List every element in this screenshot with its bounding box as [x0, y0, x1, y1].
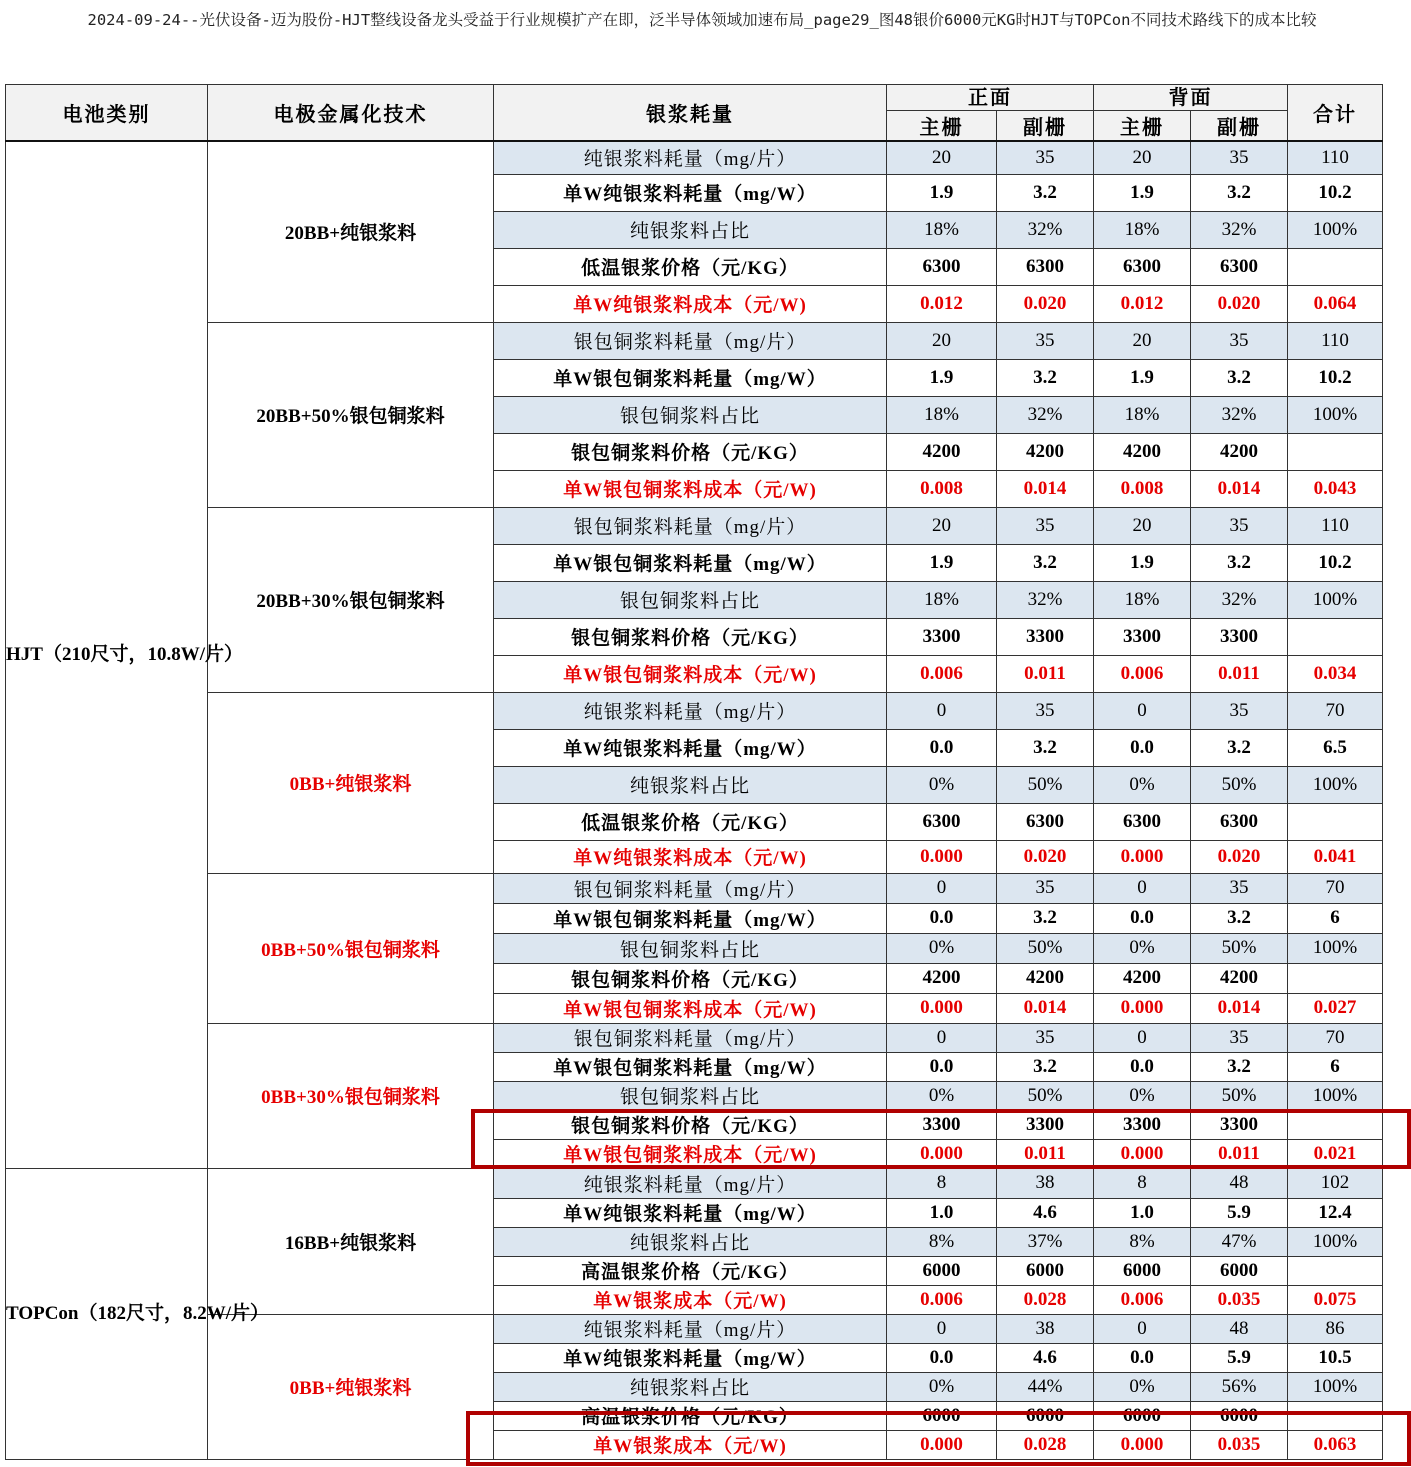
- back-main-cell: 0.008: [1094, 470, 1191, 507]
- back-sub-cell: 50%: [1191, 933, 1288, 963]
- item-cell: 纯银浆料耗量（mg/片）: [494, 1168, 887, 1198]
- back-main-cell: 0: [1094, 692, 1191, 729]
- total-cell: 100%: [1288, 581, 1383, 618]
- table-row: [6, 873, 1383, 903]
- front-main-cell: 6000: [887, 1256, 997, 1285]
- back-main-cell: 0: [1094, 873, 1191, 903]
- front-sub-cell: 35: [997, 141, 1094, 174]
- front-sub-cell: 35: [997, 507, 1094, 544]
- front-sub-cell: 0.020: [997, 285, 1094, 322]
- back-sub-cell: 6000: [1191, 1401, 1288, 1430]
- front-main-cell: 0.0: [887, 729, 997, 766]
- front-main-cell: 0: [887, 873, 997, 903]
- total-cell: [1288, 248, 1383, 285]
- item-cell: 单W银包铜浆料耗量（mg/W）: [494, 1052, 887, 1081]
- front-sub-cell: 3.2: [997, 544, 1094, 581]
- front-main-cell: 0.000: [887, 993, 997, 1023]
- back-sub-cell: 3.2: [1191, 174, 1288, 211]
- front-main-cell: 0%: [887, 1081, 997, 1110]
- front-sub-cell: 50%: [997, 766, 1094, 803]
- total-cell: 0.034: [1288, 655, 1383, 692]
- front-main-cell: 8: [887, 1168, 997, 1198]
- item-cell: 单W纯银浆料耗量（mg/W）: [494, 1343, 887, 1372]
- back-main-cell: 0.006: [1094, 655, 1191, 692]
- back-sub-cell: 32%: [1191, 581, 1288, 618]
- front-sub-cell: 0.020: [997, 840, 1094, 873]
- total-cell: 0.021: [1288, 1139, 1383, 1168]
- back-main-cell: 6300: [1094, 803, 1191, 840]
- front-sub-cell: 32%: [997, 396, 1094, 433]
- back-main-cell: 6300: [1094, 248, 1191, 285]
- back-main-cell: 20: [1094, 507, 1191, 544]
- header-total: 合计: [1288, 85, 1383, 142]
- item-cell: 低温银浆价格（元/KG）: [494, 803, 887, 840]
- total-cell: 100%: [1288, 933, 1383, 963]
- figure-caption: 2024-09-24--光伏设备-迈为股份-HJT整线设备龙头受益于行业规模扩产在即，泛半导体领域加速布局_page29_图48银价6000元KG时HJT与TOPCon不同技术路线下的成本比较: [87, 11, 1317, 29]
- back-main-cell: 1.9: [1094, 544, 1191, 581]
- table-row: [6, 141, 1383, 174]
- tech-cell: 20BB+50%银包铜浆料: [208, 322, 494, 507]
- back-main-cell: 0: [1094, 1314, 1191, 1343]
- front-sub-cell: 0.028: [997, 1285, 1094, 1314]
- front-main-cell: 0.0: [887, 1052, 997, 1081]
- back-main-cell: 4200: [1094, 433, 1191, 470]
- front-main-cell: 1.0: [887, 1198, 997, 1227]
- front-main-cell: 0.000: [887, 1430, 997, 1459]
- item-cell: 银包铜浆料占比: [494, 396, 887, 433]
- total-cell: 110: [1288, 507, 1383, 544]
- tech-cell: 16BB+纯银浆料: [208, 1168, 494, 1314]
- item-cell: 纯银浆料耗量（mg/片）: [494, 692, 887, 729]
- front-main-cell: 0.000: [887, 1139, 997, 1168]
- front-sub-cell: 4.6: [997, 1343, 1094, 1372]
- front-main-cell: 0.0: [887, 903, 997, 933]
- back-sub-cell: 0.011: [1191, 655, 1288, 692]
- total-cell: 0.043: [1288, 470, 1383, 507]
- front-sub-cell: 6300: [997, 803, 1094, 840]
- front-main-cell: 18%: [887, 396, 997, 433]
- front-sub-cell: 4.6: [997, 1198, 1094, 1227]
- item-cell: 低温银浆价格（元/KG）: [494, 248, 887, 285]
- front-main-cell: 8%: [887, 1227, 997, 1256]
- back-main-cell: 1.0: [1094, 1198, 1191, 1227]
- item-cell: 银包铜浆料占比: [494, 581, 887, 618]
- front-main-cell: 1.9: [887, 544, 997, 581]
- front-sub-cell: 4200: [997, 433, 1094, 470]
- back-sub-cell: 35: [1191, 322, 1288, 359]
- item-cell: 纯银浆料耗量（mg/片）: [494, 141, 887, 174]
- cost-comparison-table: [5, 84, 1383, 1460]
- item-cell: 单W纯银浆料成本（元/W): [494, 840, 887, 873]
- back-main-cell: 0%: [1094, 766, 1191, 803]
- back-sub-cell: 4200: [1191, 963, 1288, 993]
- back-sub-cell: 32%: [1191, 396, 1288, 433]
- table-row: [6, 692, 1383, 729]
- header-back-sub: 副栅: [1191, 111, 1288, 142]
- total-cell: [1288, 433, 1383, 470]
- back-sub-cell: 5.9: [1191, 1198, 1288, 1227]
- header-front: 正面: [887, 85, 1094, 111]
- front-main-cell: 6000: [887, 1401, 997, 1430]
- total-cell: 110: [1288, 322, 1383, 359]
- total-cell: 10.5: [1288, 1343, 1383, 1372]
- total-cell: 0.041: [1288, 840, 1383, 873]
- total-cell: 0.075: [1288, 1285, 1383, 1314]
- tech-cell: 0BB+30%银包铜浆料: [208, 1023, 494, 1168]
- front-main-cell: 6300: [887, 248, 997, 285]
- back-sub-cell: 4200: [1191, 433, 1288, 470]
- front-sub-cell: 3.2: [997, 729, 1094, 766]
- front-sub-cell: 32%: [997, 211, 1094, 248]
- back-main-cell: 4200: [1094, 963, 1191, 993]
- front-main-cell: 0.0: [887, 1343, 997, 1372]
- front-sub-cell: 38: [997, 1314, 1094, 1343]
- back-main-cell: 0%: [1094, 933, 1191, 963]
- item-cell: 银包铜浆料占比: [494, 1081, 887, 1110]
- back-main-cell: 0%: [1094, 1081, 1191, 1110]
- item-cell: 银包铜浆料价格（元/KG）: [494, 963, 887, 993]
- back-sub-cell: 3.2: [1191, 359, 1288, 396]
- tech-cell: 20BB+30%银包铜浆料: [208, 507, 494, 692]
- back-main-cell: 0.012: [1094, 285, 1191, 322]
- total-cell: [1288, 963, 1383, 993]
- item-cell: 单W银浆成本（元/W): [494, 1430, 887, 1459]
- total-cell: 100%: [1288, 1227, 1383, 1256]
- front-sub-cell: 3300: [997, 1110, 1094, 1139]
- item-cell: 单W银包铜浆料成本（元/W): [494, 655, 887, 692]
- back-sub-cell: 0.035: [1191, 1430, 1288, 1459]
- total-cell: 0.027: [1288, 993, 1383, 1023]
- back-sub-cell: 32%: [1191, 211, 1288, 248]
- total-cell: 6: [1288, 1052, 1383, 1081]
- header-front-sub: 副栅: [997, 111, 1094, 142]
- item-cell: 纯银浆料耗量（mg/片）: [494, 1314, 887, 1343]
- front-main-cell: 0: [887, 692, 997, 729]
- front-sub-cell: 35: [997, 873, 1094, 903]
- table-body: [6, 141, 1383, 1459]
- back-sub-cell: 50%: [1191, 1081, 1288, 1110]
- total-cell: 10.2: [1288, 174, 1383, 211]
- front-sub-cell: 6000: [997, 1401, 1094, 1430]
- header-tech: 电极金属化技术: [208, 85, 494, 142]
- item-cell: 单W纯银浆料成本（元/W): [494, 285, 887, 322]
- back-main-cell: 20: [1094, 322, 1191, 359]
- back-sub-cell: 35: [1191, 692, 1288, 729]
- front-sub-cell: 3.2: [997, 903, 1094, 933]
- front-main-cell: 0%: [887, 933, 997, 963]
- item-cell: 纯银浆料占比: [494, 1227, 887, 1256]
- back-main-cell: 0.0: [1094, 1343, 1191, 1372]
- back-main-cell: 1.9: [1094, 359, 1191, 396]
- category-cell: TOPCon（182尺寸，8.2W/片）: [6, 1168, 208, 1459]
- front-main-cell: 20: [887, 322, 997, 359]
- front-main-cell: 4200: [887, 433, 997, 470]
- table-row: [6, 507, 1383, 544]
- total-cell: 70: [1288, 692, 1383, 729]
- back-main-cell: 6000: [1094, 1256, 1191, 1285]
- total-cell: 70: [1288, 1023, 1383, 1052]
- back-sub-cell: 35: [1191, 1023, 1288, 1052]
- item-cell: 银包铜浆料耗量（mg/片）: [494, 1023, 887, 1052]
- back-sub-cell: 0.020: [1191, 840, 1288, 873]
- back-sub-cell: 35: [1191, 873, 1288, 903]
- back-main-cell: 8: [1094, 1168, 1191, 1198]
- total-cell: 102: [1288, 1168, 1383, 1198]
- tech-cell: 0BB+纯银浆料: [208, 692, 494, 873]
- item-cell: 银包铜浆料耗量（mg/片）: [494, 507, 887, 544]
- back-sub-cell: 3.2: [1191, 729, 1288, 766]
- total-cell: 6.5: [1288, 729, 1383, 766]
- front-main-cell: 1.9: [887, 174, 997, 211]
- item-cell: 银包铜浆料价格（元/KG）: [494, 1110, 887, 1139]
- front-main-cell: 0: [887, 1314, 997, 1343]
- front-sub-cell: 0.011: [997, 655, 1094, 692]
- back-main-cell: 0.0: [1094, 729, 1191, 766]
- front-sub-cell: 32%: [997, 581, 1094, 618]
- back-main-cell: 18%: [1094, 396, 1191, 433]
- total-cell: 100%: [1288, 1081, 1383, 1110]
- front-sub-cell: 3.2: [997, 359, 1094, 396]
- front-main-cell: 3300: [887, 618, 997, 655]
- item-cell: 银包铜浆料价格（元/KG）: [494, 433, 887, 470]
- back-sub-cell: 35: [1191, 141, 1288, 174]
- front-sub-cell: 3.2: [997, 174, 1094, 211]
- tech-cell: 0BB+50%银包铜浆料: [208, 873, 494, 1023]
- front-sub-cell: 44%: [997, 1372, 1094, 1401]
- tech-cell: 20BB+纯银浆料: [208, 141, 494, 322]
- front-main-cell: 20: [887, 141, 997, 174]
- total-cell: [1288, 1401, 1383, 1430]
- tech-cell: 0BB+纯银浆料: [208, 1314, 494, 1459]
- back-main-cell: 18%: [1094, 581, 1191, 618]
- back-main-cell: 6000: [1094, 1401, 1191, 1430]
- front-main-cell: 0.006: [887, 655, 997, 692]
- item-cell: 纯银浆料占比: [494, 211, 887, 248]
- back-main-cell: 0.006: [1094, 1285, 1191, 1314]
- back-sub-cell: 3.2: [1191, 544, 1288, 581]
- total-cell: 100%: [1288, 396, 1383, 433]
- front-sub-cell: 6300: [997, 248, 1094, 285]
- header-item: 银浆耗量: [494, 85, 887, 142]
- total-cell: 110: [1288, 141, 1383, 174]
- category-cell: HJT（210尺寸，10.8W/片）: [6, 141, 208, 1168]
- total-cell: [1288, 1256, 1383, 1285]
- front-main-cell: 0.008: [887, 470, 997, 507]
- table-row: [6, 1023, 1383, 1052]
- front-sub-cell: 35: [997, 1023, 1094, 1052]
- front-sub-cell: 37%: [997, 1227, 1094, 1256]
- front-main-cell: 0%: [887, 766, 997, 803]
- item-cell: 纯银浆料占比: [494, 1372, 887, 1401]
- front-sub-cell: 50%: [997, 1081, 1094, 1110]
- front-sub-cell: 3300: [997, 618, 1094, 655]
- item-cell: 银包铜浆料占比: [494, 933, 887, 963]
- back-main-cell: 0.000: [1094, 840, 1191, 873]
- item-cell: 高温银浆价格（元/KG）: [494, 1256, 887, 1285]
- total-cell: 10.2: [1288, 544, 1383, 581]
- total-cell: [1288, 803, 1383, 840]
- total-cell: [1288, 1110, 1383, 1139]
- front-sub-cell: 50%: [997, 933, 1094, 963]
- back-sub-cell: 47%: [1191, 1227, 1288, 1256]
- item-cell: 单W银包铜浆料耗量（mg/W）: [494, 903, 887, 933]
- total-cell: 0.064: [1288, 285, 1383, 322]
- front-sub-cell: 38: [997, 1168, 1094, 1198]
- item-cell: 单W银浆成本（元/W): [494, 1285, 887, 1314]
- total-cell: [1288, 618, 1383, 655]
- back-main-cell: 3300: [1094, 1110, 1191, 1139]
- front-sub-cell: 35: [997, 322, 1094, 359]
- back-sub-cell: 0.020: [1191, 285, 1288, 322]
- back-main-cell: 18%: [1094, 211, 1191, 248]
- back-sub-cell: 3300: [1191, 1110, 1288, 1139]
- front-sub-cell: 3.2: [997, 1052, 1094, 1081]
- front-main-cell: 4200: [887, 963, 997, 993]
- back-sub-cell: 6000: [1191, 1256, 1288, 1285]
- front-main-cell: 0.000: [887, 840, 997, 873]
- back-sub-cell: 56%: [1191, 1372, 1288, 1401]
- table-header: [6, 85, 1383, 142]
- item-cell: 银包铜浆料耗量（mg/片）: [494, 873, 887, 903]
- total-cell: 0.063: [1288, 1430, 1383, 1459]
- total-cell: 6: [1288, 903, 1383, 933]
- total-cell: 12.4: [1288, 1198, 1383, 1227]
- header-back: 背面: [1094, 85, 1288, 111]
- table-row: [6, 1168, 1383, 1198]
- front-main-cell: 0.006: [887, 1285, 997, 1314]
- item-cell: 单W纯银浆料耗量（mg/W）: [494, 1198, 887, 1227]
- total-cell: 100%: [1288, 766, 1383, 803]
- front-main-cell: 0%: [887, 1372, 997, 1401]
- back-main-cell: 0.0: [1094, 1052, 1191, 1081]
- back-main-cell: 1.9: [1094, 174, 1191, 211]
- back-main-cell: 3300: [1094, 618, 1191, 655]
- table-row: [6, 322, 1383, 359]
- back-main-cell: 0: [1094, 1023, 1191, 1052]
- item-cell: 高温银浆价格（元/KG）: [494, 1401, 887, 1430]
- back-main-cell: 0.000: [1094, 1430, 1191, 1459]
- total-cell: 86: [1288, 1314, 1383, 1343]
- total-cell: 10.2: [1288, 359, 1383, 396]
- item-cell: 单W银包铜浆料成本（元/W): [494, 993, 887, 1023]
- front-sub-cell: 0.028: [997, 1430, 1094, 1459]
- total-cell: 100%: [1288, 211, 1383, 248]
- back-sub-cell: 0.011: [1191, 1139, 1288, 1168]
- header-front-main: 主栅: [887, 111, 997, 142]
- back-sub-cell: 0.014: [1191, 993, 1288, 1023]
- front-sub-cell: 35: [997, 692, 1094, 729]
- back-main-cell: 0.000: [1094, 1139, 1191, 1168]
- item-cell: 单W银包铜浆料成本（元/W): [494, 1139, 887, 1168]
- front-main-cell: 0: [887, 1023, 997, 1052]
- back-sub-cell: 48: [1191, 1168, 1288, 1198]
- item-cell: 单W银包铜浆料耗量（mg/W）: [494, 359, 887, 396]
- front-sub-cell: 4200: [997, 963, 1094, 993]
- back-sub-cell: 48: [1191, 1314, 1288, 1343]
- back-sub-cell: 50%: [1191, 766, 1288, 803]
- header-category: 电池类别: [6, 85, 208, 142]
- back-sub-cell: 6300: [1191, 803, 1288, 840]
- back-sub-cell: 3.2: [1191, 1052, 1288, 1081]
- item-cell: 单W纯银浆料耗量（mg/W）: [494, 729, 887, 766]
- back-main-cell: 0.000: [1094, 993, 1191, 1023]
- back-sub-cell: 3.2: [1191, 903, 1288, 933]
- back-main-cell: 0.0: [1094, 903, 1191, 933]
- back-sub-cell: 5.9: [1191, 1343, 1288, 1372]
- item-cell: 单W银包铜浆料耗量（mg/W）: [494, 544, 887, 581]
- item-cell: 银包铜浆料耗量（mg/片）: [494, 322, 887, 359]
- back-sub-cell: 0.035: [1191, 1285, 1288, 1314]
- front-main-cell: 18%: [887, 211, 997, 248]
- back-main-cell: 0%: [1094, 1372, 1191, 1401]
- item-cell: 银包铜浆料价格（元/KG）: [494, 618, 887, 655]
- back-sub-cell: 0.014: [1191, 470, 1288, 507]
- total-cell: 100%: [1288, 1372, 1383, 1401]
- header-back-main: 主栅: [1094, 111, 1191, 142]
- front-main-cell: 1.9: [887, 359, 997, 396]
- item-cell: 单W银包铜浆料成本（元/W): [494, 470, 887, 507]
- item-cell: 纯银浆料占比: [494, 766, 887, 803]
- front-main-cell: 6300: [887, 803, 997, 840]
- front-sub-cell: 0.014: [997, 993, 1094, 1023]
- front-sub-cell: 6000: [997, 1256, 1094, 1285]
- back-sub-cell: 6300: [1191, 248, 1288, 285]
- front-main-cell: 0.012: [887, 285, 997, 322]
- back-main-cell: 8%: [1094, 1227, 1191, 1256]
- front-main-cell: 3300: [887, 1110, 997, 1139]
- front-sub-cell: 0.014: [997, 470, 1094, 507]
- total-cell: 70: [1288, 873, 1383, 903]
- front-main-cell: 20: [887, 507, 997, 544]
- item-cell: 单W纯银浆料耗量（mg/W）: [494, 174, 887, 211]
- front-main-cell: 18%: [887, 581, 997, 618]
- front-sub-cell: 0.011: [997, 1139, 1094, 1168]
- back-sub-cell: 3300: [1191, 618, 1288, 655]
- back-sub-cell: 35: [1191, 507, 1288, 544]
- back-main-cell: 20: [1094, 141, 1191, 174]
